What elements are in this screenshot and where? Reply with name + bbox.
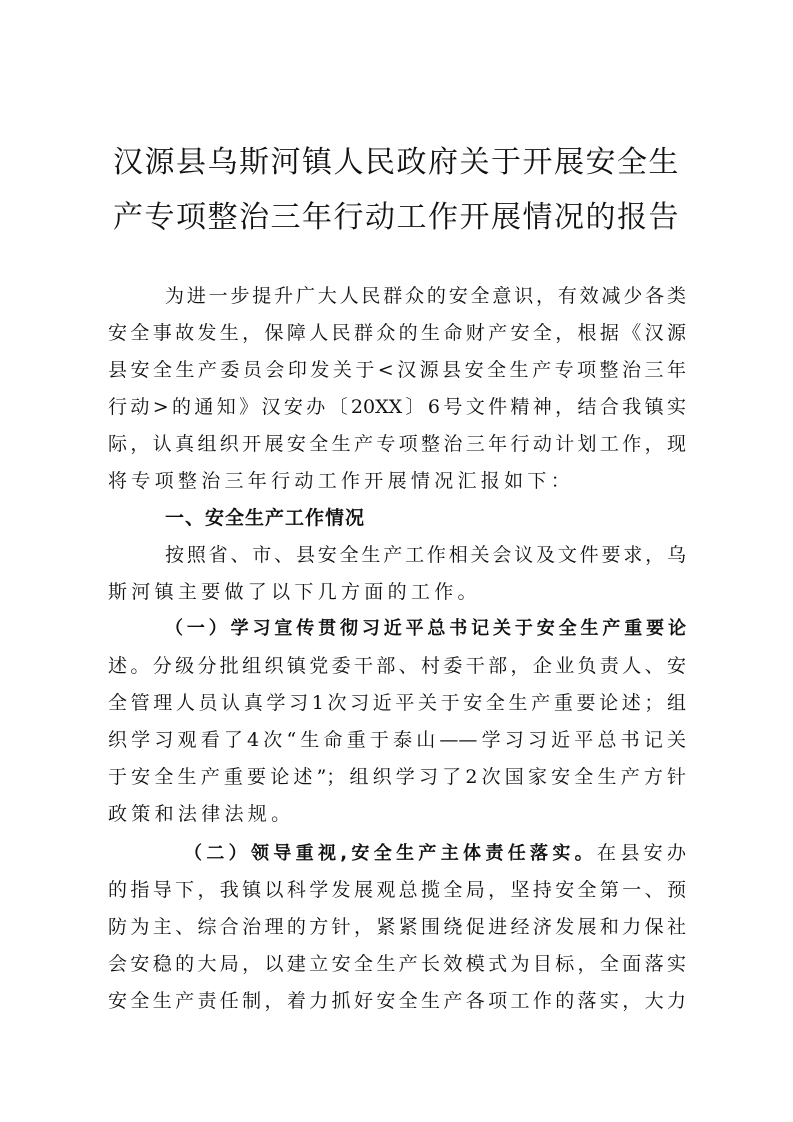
item-1-lead: （一）学习宣传贯彻习近平总书记关于安全生产重要论 (165, 618, 686, 639)
section-heading: 一、安全生产工作情况 (165, 507, 366, 529)
intro-paragraph-line: 将专项整治三年行动工作开展情况汇报如下： (108, 470, 575, 492)
item-2-lead-bold: （二）领导重视,安全生产主体责任落实。 (184, 843, 598, 864)
intro-paragraph-line: 安全事故发生，保障人民群众的生命财产安全，根据《汉源 (108, 322, 686, 344)
item-2-line: 的指导下，我镇以科学发展观总揽全局，坚持安全第一、预 (108, 879, 686, 901)
item-1-line: 政策和法律法规。 (108, 803, 295, 825)
item-1-line: 述。分级分批组织镇党委干部、村委干部，企业负责人、安 (108, 655, 686, 677)
item-2-line: 会安稳的大局，以建立安全生产长效模式为目标，全面落实 (108, 953, 686, 975)
intro-paragraph-line: 际，认真组织开展安全生产专项整治三年行动计划工作，现 (108, 433, 686, 455)
item-2-lead (184, 838, 686, 868)
item-2-line: 防为主、综合治理的方针，紧紧围绕促进经济发展和力保社 (108, 916, 686, 938)
document-title-line-1: 汉源县乌斯河镇人民政府关于开展安全生 (113, 145, 680, 180)
section-paragraph-line: 按照省、市、县安全生产工作相关会议及文件要求，乌 (165, 544, 686, 566)
section-paragraph-line: 斯河镇主要做了以下几方面的工作。 (108, 581, 481, 603)
intro-paragraph-line: 县安全生产委员会印发关于<汉源县安全生产专项整治三年 (108, 359, 686, 381)
item-1-line: 全管理人员认真学习1次习近平关于安全生产重要论述；组 (108, 692, 686, 714)
item-2-line: 安全生产责任制，着力抓好安全生产各项工作的落实，大力 (108, 990, 686, 1012)
item-1-line: 织学习观看了4次“生命重于泰山——学习习近平总书记关 (108, 729, 686, 751)
item-2-lead-rest: 在县安办 (597, 842, 686, 864)
intro-paragraph-line: 行动>的通知》汉安办〔20XX〕6号文件精神，结合我镇实 (108, 396, 686, 418)
document-title-line-2: 产专项整治三年行动工作开展情况的报告 (113, 200, 680, 235)
intro-paragraph-line: 为进一步提升广大人民群众的安全意识，有效减少各类 (165, 285, 686, 307)
item-1-line: 于安全生产重要论述”；组织学习了2次国家安全生产方针 (108, 766, 686, 788)
